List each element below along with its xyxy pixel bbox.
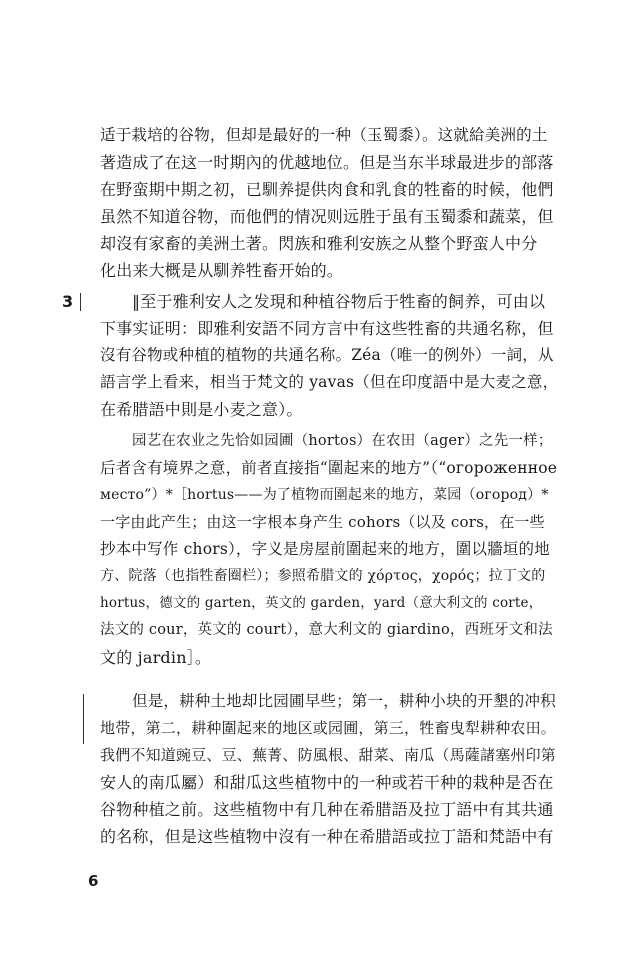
text-line: 的名称，但是这些植物中沒有一种在希腊語或拉丁語和梵語中有: [100, 827, 554, 846]
page-number: 6: [88, 872, 99, 890]
paragraph-3: [100, 428, 558, 671]
paragraph-2: [100, 288, 558, 423]
text-line: 著造成了在这一时期內的优越地位。但是当东半球最进步的部落: [100, 153, 554, 172]
text-line: 安人的南瓜屬）和甜瓜这些植物中的一种或若干种的栽种是否在: [100, 773, 554, 792]
text-line: ‖至于雅利安人之发現和种植谷物后于牲畜的飼养，可由以: [132, 292, 546, 311]
text-line: 但是，耕种土地却比园圃早些；第一，耕种小块的开墾的冲积: [132, 692, 556, 710]
margin-section-number: 3: [62, 292, 74, 311]
text-line: место”）*［hortus——为了植物而圍起来的地方，菜园（огород）*: [100, 487, 549, 503]
text-line: 法文的 cour，英文的 court），意大利文的 giardino，西班牙文和法: [100, 622, 553, 638]
text-line: 虽然不知道谷物，而他們的情况则远胜于虽有玉蜀黍和蔬菜，但: [100, 207, 554, 226]
text-line: 抄本中写作 chors），字义是房屋前圍起来的地方，圍以牆垣的地: [100, 540, 550, 558]
text-line: 文的 jardin］。: [100, 648, 212, 667]
margin-mark-icon: [80, 293, 81, 311]
text-line: 却沒有家畜的美洲土著。閃族和雅利安族之从整个野蛮人中分: [100, 234, 538, 253]
text-line: 地带，第二，耕种圍起来的地区或园圃，第三，牲畜曳犁耕种农田。: [100, 719, 557, 737]
text-line: 谷物种植之前。这些植物中有几种在希腊語及拉丁語中有其共通: [100, 800, 554, 819]
text-line: 方、院落（也指牲畜圈栏）；参照希腊文的 χόρτος，χορός；拉丁文的: [100, 568, 546, 584]
text-line: 在野蛮期中期之初，已馴养提供肉食和乳食的牲畜的时候，他們: [100, 180, 554, 199]
text-line: 适于栽培的谷物，但却是最好的一种（玉蜀黍）。这就給美洲的土: [100, 126, 548, 144]
text-line: 园艺在农业之先恰如园圃（hortos）在农田（ager）之先一样；: [132, 433, 553, 449]
text-line: 我們不知道豌豆、豆、蕪菁、防風根、甜菜、南瓜（馬薩諸塞州印第: [100, 746, 557, 764]
paragraph-1: [100, 122, 558, 284]
text-line: 化出来大概是从馴养牲畜开始的。: [100, 261, 344, 280]
text-line: 一字由此产生；由这一字根本身产生 cohors（以及 cors，在一些: [100, 513, 545, 531]
text-line: hortus，德文的 garten，英文的 garden，yard（意大利文的 corte，: [100, 595, 543, 611]
text-line: 語言学上看来，相当于梵文的 yavas（但在印度語中是大麦之意，: [100, 373, 559, 391]
paragraph-4: [100, 688, 558, 850]
text-line: 后者含有境界之意，前者直接指“圍起来的地方”（“огороженное: [100, 459, 558, 477]
text-line: 沒有谷物或种植的植物的共通名称。Zéa（唯一的例外）一詞，从: [100, 346, 554, 364]
text-line: 下事实证明：即雅利安語不同方言中有这些牲畜的共通名称，但: [100, 319, 554, 338]
text-line: 在希腊語中則是小麦之意）。: [100, 400, 303, 419]
margin-mark-icon: [83, 694, 84, 744]
